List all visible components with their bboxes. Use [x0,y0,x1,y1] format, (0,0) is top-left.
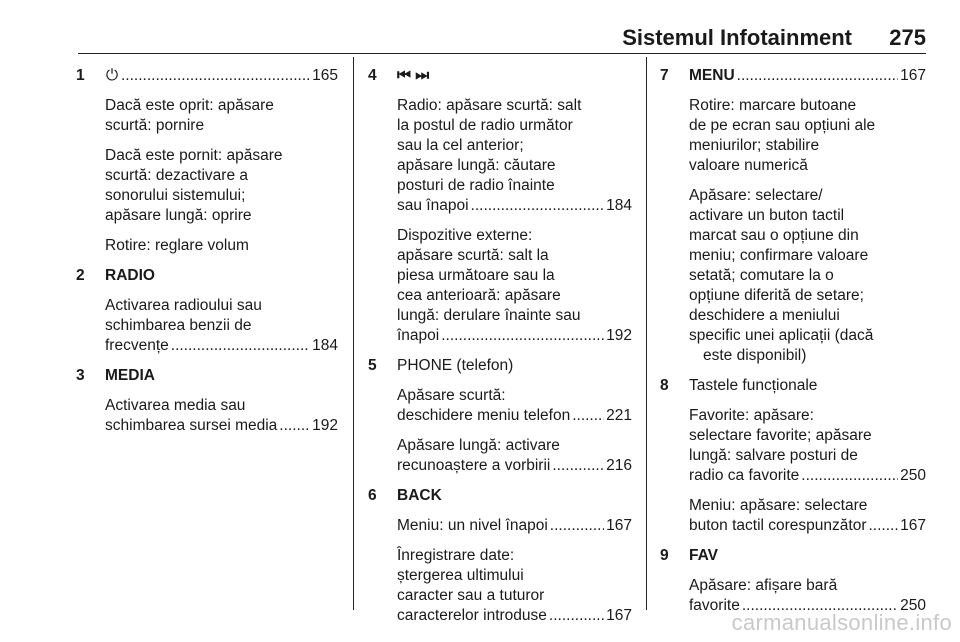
paragraph: Apăsare scurtă: deschidere meniu telefon ..... 221 [397,386,632,426]
page-ref[interactable]: 192 [312,417,338,434]
page-ref[interactable]: 216 [606,457,632,474]
entry-1 [76,66,338,256]
entry-7: 7 MENU ..... 167 Rotire: marcare butoane de pe ecran sau opțiuni ale meniurilor; stabilire valoare numerică Apăsare: selectare/ activare un buton tactil marcat sau o opțiune din meniu; confirmare valoare setată; comutare la o opțiune diferită de setare; deschidere a meniului specific unei aplicații (dacă este disponibil) [660,66,926,366]
entry-title: RADIO [105,267,155,284]
header-rule [78,53,926,54]
entry-title: BACK [397,487,442,504]
column-3 [660,66,926,626]
entry-6: 6 BACK Meniu: un nivel înapoi ..... 167 Înregistrare date: ștergerea ultimului caracter sau a tuturor caracterelor introduse ..... 167 [368,486,632,626]
entry-title: FAV [689,547,718,564]
paragraph: Dacă este oprit: apăsare scurtă: pornire [105,97,274,134]
paragraph: Favorite: apăsare: selectare favorite; apăsare lungă: salvare posturi de radio ca favorite ..... 250 [689,406,926,486]
paragraph: Rotire: reglare volum [105,237,249,254]
entry-8: 8 Tastele funcționale Favorite: apăsare: selectare favorite; apăsare lungă: salvare posturi de radio ca favorite ..... 250 Meniu: apăsare: selectare buton tactil corespunzător ..... 167 [660,376,926,536]
paragraph: Activarea media sau schimbarea sursei media ..... 192 [105,396,338,436]
page-ref[interactable]: 165 [312,67,338,84]
prev-next-icon: ⏮ ⏭ [397,67,430,84]
entry-title: MEDIA [105,367,155,384]
entry-title: MENU [689,67,735,84]
column-1 [76,66,338,446]
entry-2: 2 RADIO Activarea radioului sau schimbarea benzii de frecvențe ..... 184 [76,266,338,356]
page-title: Sistemul Infotainment [622,25,852,50]
page-ref[interactable]: 184 [606,197,632,214]
page-ref[interactable]: 167 [900,517,926,534]
paragraph: Meniu: un nivel înapoi ..... 167 [397,516,632,536]
paragraph: Înregistrare date: ștergerea ultimului caracter sau a tuturor caracterelor introduse ..... 167 [397,546,632,626]
page-ref[interactable]: 250 [900,597,926,614]
power-icon: ⏻ [105,67,119,84]
watermark-logo: carmanualsonline.info [731,610,952,635]
entry-title: Tastele funcționale [689,377,818,394]
entry-number: 1 [76,67,85,84]
column-divider-2 [646,57,647,610]
entry-9: 9 FAV Apăsare: afișare bară favorite ..... 250 [660,546,926,616]
page-header [0,0,960,54]
page-ref[interactable]: 250 [900,467,926,484]
entry-5: 5 PHONE (telefon) Apăsare scurtă: deschidere meniu telefon ..... 221 Apăsare lungă: activare recunoaștere a vorbirii ..... 216 [368,356,632,476]
paragraph: Apăsare: afișare bară favorite ..... 250 [689,576,926,616]
entry-4: 4 ⏮ ⏭ Radio: apăsare scurtă: salt la postul de radio următor sau la cel anterior; apăsare lungă: căutare posturi de radio înainte sau înapoi ..... 184 Dispozitive externe: apăsare scurtă: salt la piesa următoare sau la cea anterioară: apăsare lungă: derulare înainte sau înapoi ..... 192 [368,66,632,346]
paragraph: Dacă este pornit: apăsare scurtă: dezactivare a sonorului sistemului; apăsare lungă: oprire [105,147,283,224]
paragraph: Activarea radioului sau schimbarea benzii de frecvențe ..... 184 [105,296,338,356]
entry-3: 3 MEDIA Activarea media sau schimbarea sursei media ..... 192 [76,366,338,436]
column-2 [368,66,632,636]
entry-title: PHONE (telefon) [397,357,514,374]
leader-dots [121,66,310,86]
page-ref[interactable]: 167 [900,67,926,84]
paragraph: Dispozitive externe: apăsare scurtă: salt la piesa următoare sau la cea anterioară: apăsare lungă: derulare înainte sau înapoi ..... 192 [397,226,632,346]
paragraph: Apăsare lungă: activare recunoaștere a vorbirii ..... 216 [397,436,632,476]
page-ref[interactable]: 167 [606,607,632,624]
page-number: 275 [889,25,926,50]
column-divider-1 [353,57,354,610]
paragraph: Apăsare: selectare/ activare un buton tactil marcat sau o opțiune din meniu; confirmare valoare setată; comutare la o opțiune diferită de setare; deschidere a meniului specific unei aplicații (dacă este disponibil) [689,187,874,364]
paragraph: Radio: apăsare scurtă: salt la postul de radio următor sau la cel anterior; apăsare lungă: căutare posturi de radio înainte sau înapoi ..... 184 [397,96,632,216]
page-ref[interactable]: 167 [606,517,632,534]
page-ref[interactable]: 192 [606,327,632,344]
page-ref[interactable]: 221 [606,407,632,424]
paragraph: Rotire: marcare butoane de pe ecran sau opțiuni ale meniurilor; stabilire valoare numerică [689,97,876,174]
page-ref[interactable]: 184 [312,337,338,354]
paragraph: Meniu: apăsare: selectare buton tactil corespunzător ..... 167 [689,496,926,536]
